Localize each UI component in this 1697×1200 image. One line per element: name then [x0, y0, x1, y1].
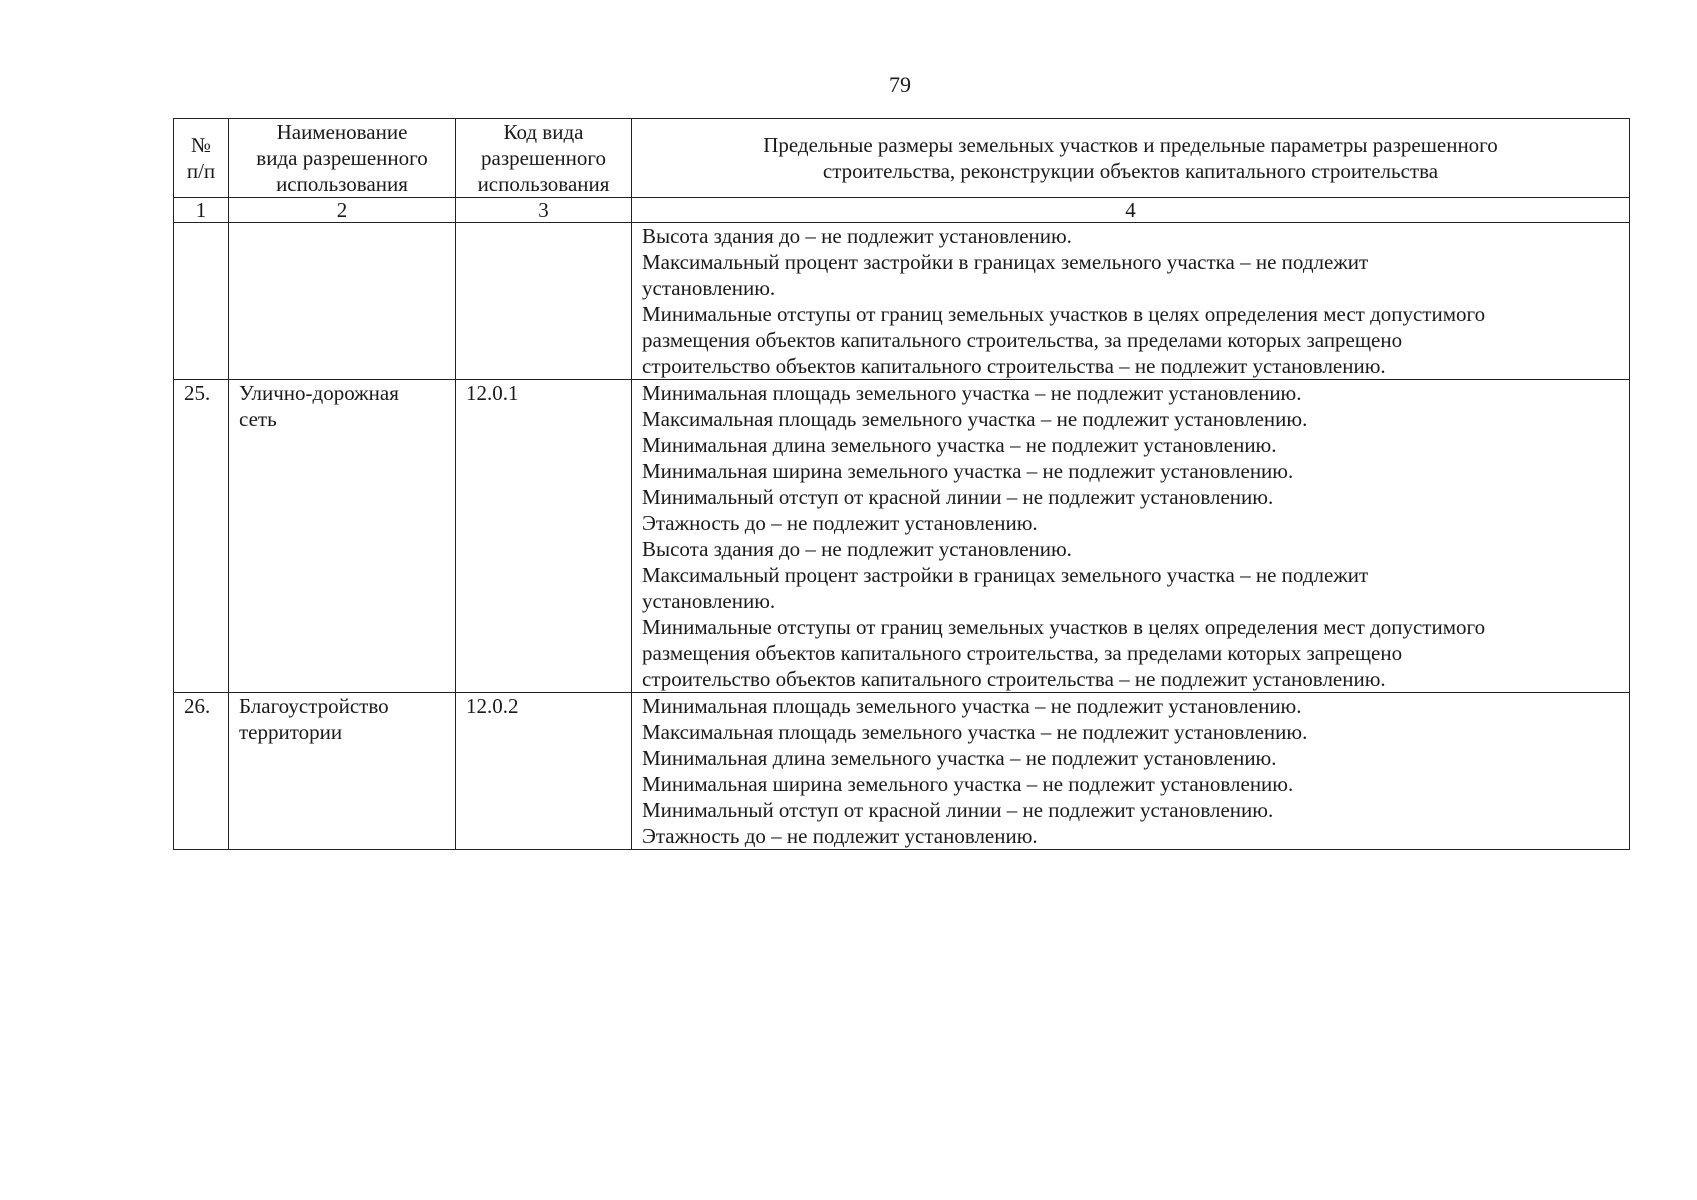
- row-use-name: [229, 223, 456, 380]
- parameter-line: размещения объектов капитального строительства, за пределами которых запрещено: [642, 641, 1403, 665]
- row-parameters: [632, 693, 1630, 850]
- column-number: 1: [174, 198, 229, 223]
- column-number-row: [174, 198, 1630, 223]
- row-use-code: [456, 223, 632, 380]
- header-use-code-line: использования: [477, 172, 610, 196]
- row-number: 25.: [174, 380, 229, 693]
- header-use-name-line: Наименование: [276, 120, 408, 144]
- column-number: 4: [632, 198, 1630, 223]
- row-use-name: [229, 693, 456, 850]
- row-number: 26.: [174, 693, 229, 850]
- parameter-line: Высота здания до – не подлежит установлению.: [642, 537, 1072, 561]
- header-use-code-line: разрешенного: [481, 146, 606, 170]
- table-row: [174, 693, 1630, 850]
- header-number-line: п/п: [186, 159, 216, 183]
- header-use-name-line: вида разрешенного: [256, 146, 428, 170]
- row-use-code: 12.0.1: [456, 380, 632, 693]
- parameter-line: Минимальная длина земельного участка – не подлежит установлению.: [642, 433, 1277, 457]
- parameter-line: установлению.: [642, 276, 776, 300]
- parameter-line: Минимальная площадь земельного участка – не подлежит установлению.: [642, 381, 1302, 405]
- land-use-parameters-table: [173, 118, 1630, 850]
- use-name-line: территории: [239, 720, 343, 744]
- table-header-row: [174, 119, 1630, 198]
- header-parameters: [632, 119, 1630, 198]
- header-use-name: [229, 119, 456, 198]
- header-number: [174, 119, 229, 198]
- parameter-line: Минимальная площадь земельного участка – не подлежит установлению.: [642, 694, 1302, 718]
- parameter-line: Минимальные отступы от границ земельных участков в целях определения мест допустимого: [642, 302, 1486, 326]
- parameter-line: установлению.: [642, 589, 776, 613]
- header-parameters-line: строительства, реконструкции объектов капитального строительства: [822, 159, 1439, 183]
- parameter-line: Этажность до – не подлежит установлению.: [642, 511, 1038, 535]
- parameter-line: размещения объектов капитального строительства, за пределами которых запрещено: [642, 328, 1403, 352]
- header-use-name-line: использования: [276, 172, 408, 196]
- parameter-line: строительство объектов капитального строительства – не подлежит установлению.: [642, 667, 1386, 691]
- header-number-line: №: [190, 133, 212, 157]
- parameter-line: Минимальные отступы от границ земельных участков в целях определения мест допустимого: [642, 615, 1486, 639]
- header-parameters-line: Предельные размеры земельных участков и предельные параметры разрешенного: [763, 133, 1498, 157]
- parameter-line: Минимальный отступ от красной линии – не подлежит установлению.: [642, 485, 1274, 509]
- use-name-line: Благоустройство: [239, 694, 389, 718]
- header-use-code: [456, 119, 632, 198]
- column-number: 2: [229, 198, 456, 223]
- table-row: [174, 380, 1630, 693]
- parameter-line: Высота здания до – не подлежит установлению.: [642, 224, 1072, 248]
- column-number: 3: [456, 198, 632, 223]
- parameter-line: Максимальный процент застройки в границах земельного участка – не подлежит: [642, 563, 1369, 587]
- row-parameters: [632, 223, 1630, 380]
- row-use-name: [229, 380, 456, 693]
- parameter-line: Минимальная длина земельного участка – не подлежит установлению.: [642, 746, 1277, 770]
- row-number: [174, 223, 229, 380]
- parameter-line: Минимальный отступ от красной линии – не подлежит установлению.: [642, 798, 1274, 822]
- parameter-line: Максимальная площадь земельного участка – не подлежит установлению.: [642, 720, 1308, 744]
- parameter-line: строительство объектов капитального строительства – не подлежит установлению.: [642, 354, 1386, 378]
- parameter-line: Максимальный процент застройки в границах земельного участка – не подлежит: [642, 250, 1369, 274]
- row-parameters: [632, 380, 1630, 693]
- header-use-code-line: Код вида: [503, 120, 584, 144]
- parameter-line: Этажность до – не подлежит установлению.: [642, 824, 1038, 848]
- parameter-line: Минимальная ширина земельного участка – не подлежит установлению.: [642, 459, 1294, 483]
- page-number: 79: [889, 72, 911, 97]
- table-row: [174, 223, 1630, 380]
- use-name-line: сеть: [239, 407, 277, 431]
- row-use-code: 12.0.2: [456, 693, 632, 850]
- parameter-line: Максимальная площадь земельного участка – не подлежит установлению.: [642, 407, 1308, 431]
- parameter-line: Минимальная ширина земельного участка – не подлежит установлению.: [642, 772, 1294, 796]
- use-name-line: Улично-дорожная: [239, 381, 399, 405]
